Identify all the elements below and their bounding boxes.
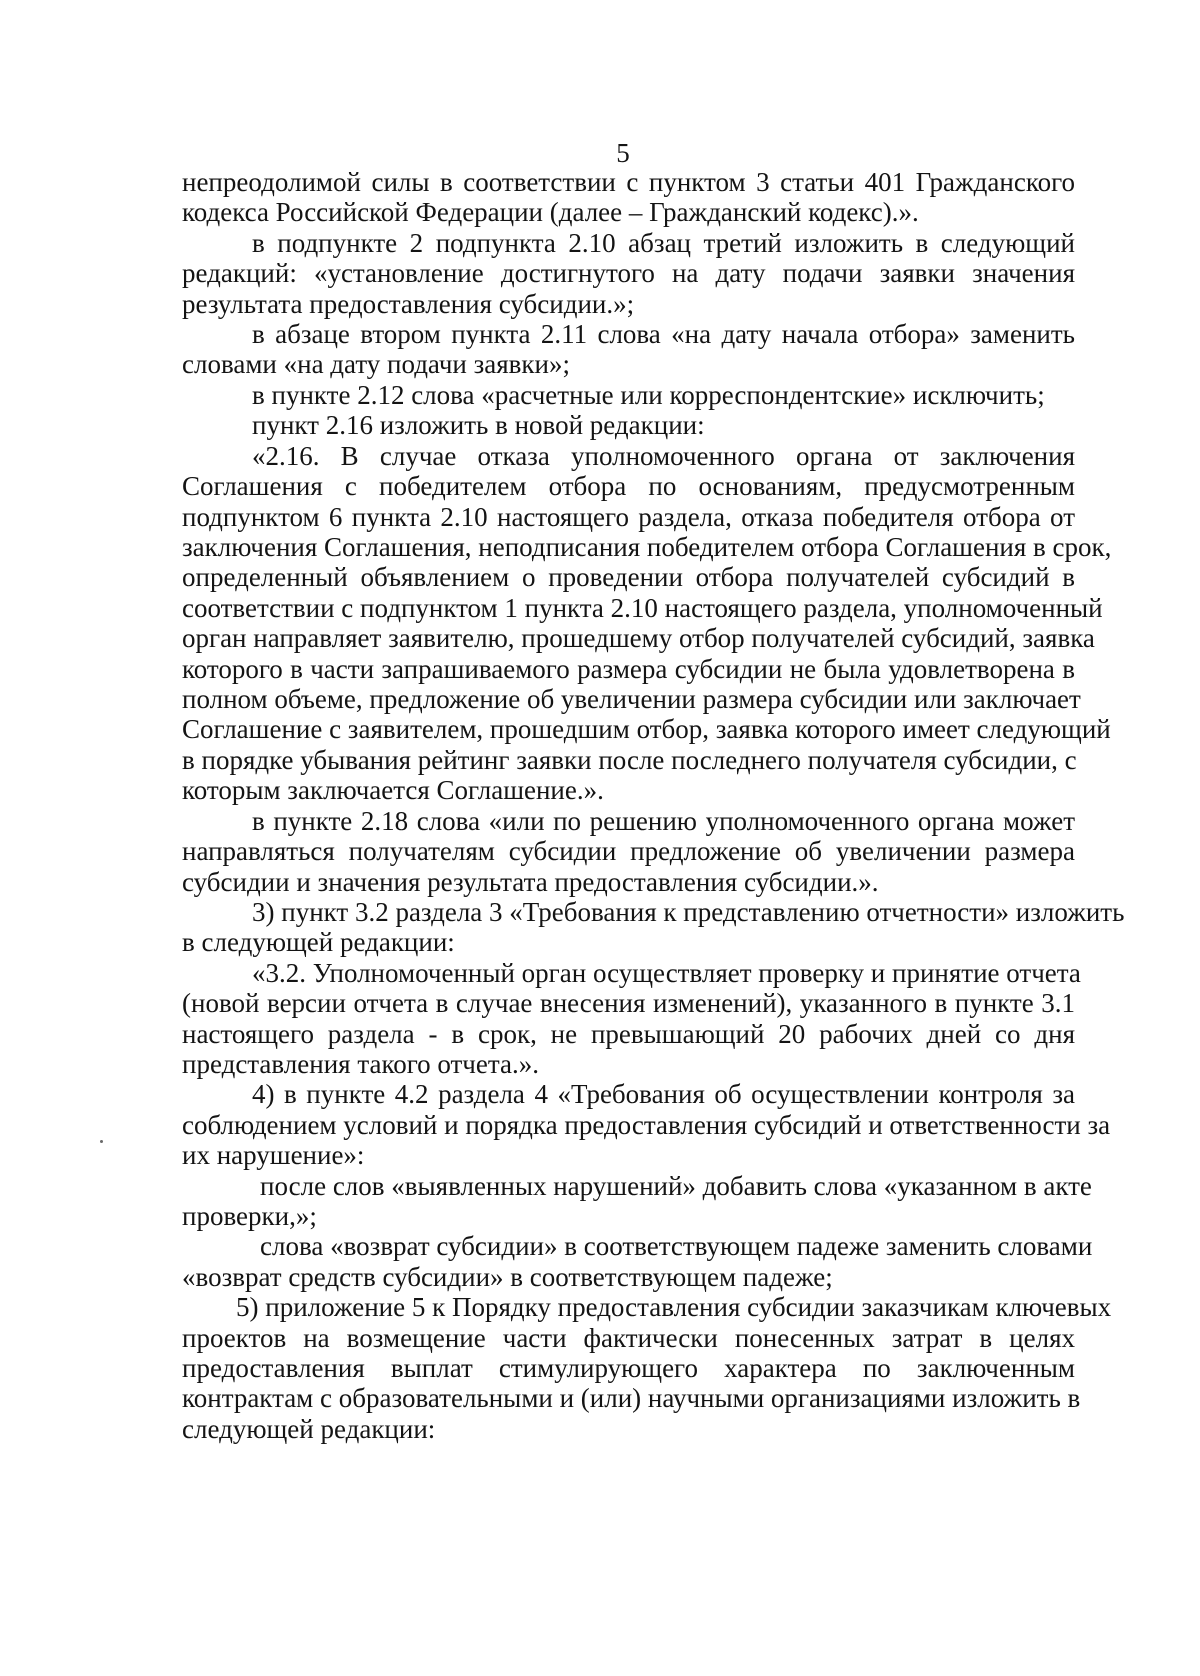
text-line: в пункте 2.12 слова «расчетные или корреспондентские» исключить; bbox=[252, 380, 1045, 410]
text-line: редакций: «установление достигнутого на дату подачи заявки значения bbox=[182, 258, 1075, 288]
text-line: «3.2. Уполномоченный орган осуществляет проверку и принятие отчета bbox=[252, 958, 1081, 988]
text-line: определенный объявлением о проведении отбора получателей субсидий в bbox=[182, 562, 1075, 592]
text-line: в пункте 2.18 слова «или по решению уполномоченного органа может bbox=[252, 806, 1075, 836]
text-line: их нарушение»: bbox=[182, 1140, 365, 1170]
text-line: проверки,»; bbox=[182, 1201, 317, 1231]
scan-speck bbox=[100, 1140, 103, 1143]
text-line: после слов «выявленных нарушений» добавить слова «указанном в акте bbox=[260, 1171, 1092, 1201]
text-line: соблюдением условий и порядка предоставления субсидий и ответственности за bbox=[182, 1110, 1111, 1140]
text-line: «2.16. В случае отказа уполномоченного органа от заключения bbox=[252, 441, 1075, 471]
text-line: «возврат средств субсидии» в соответствующем падеже; bbox=[182, 1262, 833, 1292]
text-line: настоящего раздела - в срок, не превышающий 20 рабочих дней со дня bbox=[182, 1019, 1075, 1049]
text-line: 3) пункт 3.2 раздела 3 «Требования к представлению отчетности» изложить bbox=[252, 897, 1125, 927]
text-line: в абзаце втором пункта 2.11 слова «на дату начала отбора» заменить bbox=[252, 319, 1075, 349]
text-line: 4) в пункте 4.2 раздела 4 «Требования об осуществлении контроля за bbox=[252, 1079, 1075, 1109]
text-line: представления такого отчета.». bbox=[182, 1049, 539, 1079]
text-line: субсидии и значения результата предоставления субсидии.». bbox=[182, 867, 879, 897]
text-line: кодекса Российской Федерации (далее – Гражданский кодекс).». bbox=[182, 197, 919, 227]
text-line: 5) приложение 5 к Порядку предоставления субсидии заказчикам ключевых bbox=[236, 1292, 1112, 1322]
text-line: орган направляет заявителю, прошедшему отбор получателей субсидий, заявка bbox=[182, 623, 1095, 653]
text-line: полном объеме, предложение об увеличении размера субсидии или заключает bbox=[182, 684, 1081, 714]
text-line: (новой версии отчета в случае внесения изменений), указанного в пункте 3.1 bbox=[182, 988, 1075, 1018]
text-line: результата предоставления субсидии.»; bbox=[182, 289, 635, 319]
text-line: следующей редакции: bbox=[182, 1414, 436, 1444]
text-line: контрактам с образовательными и (или) научными организациями изложить в bbox=[182, 1383, 1081, 1413]
text-line: в порядке убывания рейтинг заявки после последнего получателя субсидии, с bbox=[182, 745, 1077, 775]
text-line: Соглашения с победителем отбора по основаниям, предусмотренным bbox=[182, 471, 1075, 501]
text-line: которого в части запрашиваемого размера субсидии не была удовлетворена в bbox=[182, 654, 1075, 684]
text-line: предоставления выплат стимулирующего характера по заключенным bbox=[182, 1353, 1075, 1383]
text-line: заключения Соглашения, неподписания победителем отбора Соглашения в срок, bbox=[182, 532, 1112, 562]
text-line: подпунктом 6 пункта 2.10 настоящего раздела, отказа победителя отбора от bbox=[182, 502, 1075, 532]
text-line: словами «на дату подачи заявки»; bbox=[182, 349, 570, 379]
text-line: направляться получателям субсидии предложение об увеличении размера bbox=[182, 836, 1075, 866]
text-line: в подпункте 2 подпункта 2.10 абзац третий изложить в следующий bbox=[252, 228, 1075, 258]
text-line: в следующей редакции: bbox=[182, 927, 455, 957]
text-line: пункт 2.16 изложить в новой редакции: bbox=[252, 410, 705, 440]
text-line: соответствии с подпунктом 1 пункта 2.10 настоящего раздела, уполномоченный bbox=[182, 593, 1103, 623]
text-line: которым заключается Соглашение.». bbox=[182, 775, 604, 805]
page-number: 5 bbox=[616, 138, 630, 168]
text-line: Соглашение с заявителем, прошедшим отбор, заявка которого имеет следующий bbox=[182, 714, 1111, 744]
text-line: непреодолимой силы в соответствии с пунктом 3 статьи 401 Гражданского bbox=[182, 167, 1075, 197]
text-line: слова «возврат субсидии» в соответствующем падеже заменить словами bbox=[260, 1231, 1093, 1261]
text-line: проектов на возмещение части фактически понесенных затрат в целях bbox=[182, 1323, 1075, 1353]
